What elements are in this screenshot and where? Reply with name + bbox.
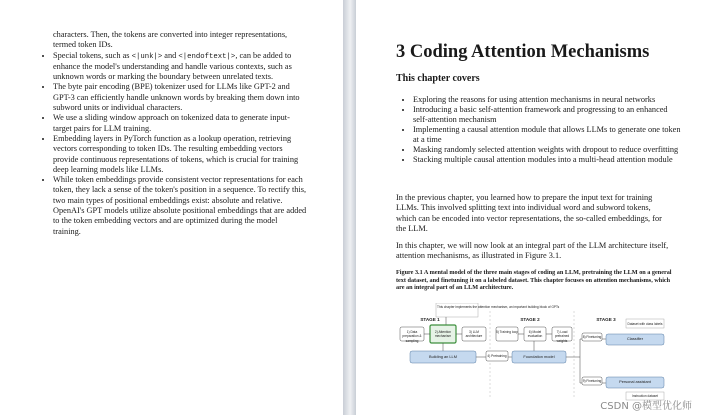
stage-1-label: STAGE 1: [420, 317, 440, 322]
box-label: Building an LLM: [429, 354, 457, 359]
book-spine: [343, 0, 356, 415]
list-item: • Special tokens, such as <|unk|> and <|endoftext|>, can be added to enhance the model's understanding and handle various contexts, such as unknown words or marking the boundary between unrelated texts.: [53, 51, 307, 83]
left-page: [0, 0, 343, 415]
box-label: Personal assistant: [619, 379, 651, 384]
continued-paragraph: characters. Then, the tokens are converted into integer representations, termed token IDs.: [53, 30, 288, 50]
box-label: 4) Pretraining: [487, 354, 507, 358]
stage-3-label: STAGE 3: [596, 317, 616, 322]
box-label: Foundation model: [523, 354, 555, 359]
list-item: • Masking randomly selected attention weights with dropout to reduce overfitting: [413, 145, 681, 155]
figure-note-text: This chapter implements the attention mechanism, an important building block of GPTs: [437, 305, 560, 309]
box-label: Dataset with class labels: [627, 322, 663, 326]
box-label: 6) Model evaluation: [527, 330, 543, 339]
list-item: • Introducing a basic self-attention framework and progressing to an enhanced self-attention mechanism: [413, 105, 681, 125]
stage-2-label: STAGE 2: [520, 317, 540, 322]
intro-paragraph-1: In the previous chapter, you learned how to prepare the input text for training LLMs. This involved splitting text into individual word and subword tokens, which can be encoded into vector representations, the so-called embeddings, for the LLM.: [396, 193, 662, 233]
csdn-watermark: CSDN @模型优化师: [600, 401, 692, 412]
figure-caption: Figure 3.1 A mental model of the three main stages of coding an LLM, pretraining the LLM on a general text dataset, and finetuning it on a labeled dataset. This chapter focuses on attention mechanisms, which are an integral part of an LLM architecture.: [396, 269, 672, 292]
figure-3-1: [394, 303, 674, 403]
box-label: Classifier: [627, 336, 643, 341]
box-label: 7) Load pretrained weights: [554, 330, 570, 343]
box-label: 5) Training loop: [496, 330, 518, 334]
list-item: • While token embeddings provide consistent vector representations for each token, they lack a sense of the token's position in a sequence. To rectify this, two main types of positional embeddings exist: absolute and relative. OpenAI's GPT models utilize absolute positional embeddings that are added to the token embedding vectors and are optimized during the model training.: [53, 175, 307, 237]
chapter-covers-list: [401, 95, 681, 165]
code-endoftext: <|endoftext|>: [178, 52, 236, 61]
left-page-text: [39, 30, 307, 237]
list-item: • Exploring the reasons for using attention mechanisms in neural networks: [413, 95, 681, 105]
list-item: • The byte pair encoding (BPE) tokenizer used for LLMs like GPT-2 and GPT-3 can efficiently handle unknown words by breaking them down into subword units or individual characters.: [53, 82, 307, 113]
list-item: • We use a sliding window approach on tokenized data to generate input-target pairs for LLM training.: [53, 113, 307, 134]
list-item: • Embedding layers in PyTorch function as a lookup operation, retrieving vectors corresponding to token IDs. The resulting embedding vectors provide continuous representations of tokens, which is crucial for training deep learning models like LLMs.: [53, 134, 307, 175]
box-label: 9) Finetuning: [582, 379, 602, 383]
box-label: 3) LLM architecture: [465, 330, 483, 339]
summary-bullet-list: [39, 51, 307, 237]
chapter-title: 3 Coding Attention Mechanisms: [396, 42, 650, 62]
covers-heading: This chapter covers: [396, 73, 480, 84]
box-label: 2) Attention mechanism: [434, 330, 452, 339]
box-label: 8) Finetuning: [582, 335, 602, 339]
right-page: [356, 0, 704, 415]
list-item: • Stacking multiple causal attention modules into a multi-head attention module: [413, 155, 681, 165]
code-unk: <|unk|>: [131, 52, 163, 61]
list-item: • Implementing a causal attention module that allows LLMs to generate one token at a time: [413, 125, 681, 145]
intro-paragraph-2: In this chapter, we will now look at an integral part of the LLM architecture itself, attention mechanisms, as illustrated in Figure 3.1.: [396, 241, 669, 261]
box-label: Instruction dataset: [631, 394, 659, 398]
box-label: 1) Data preparation & sampling: [402, 330, 422, 343]
